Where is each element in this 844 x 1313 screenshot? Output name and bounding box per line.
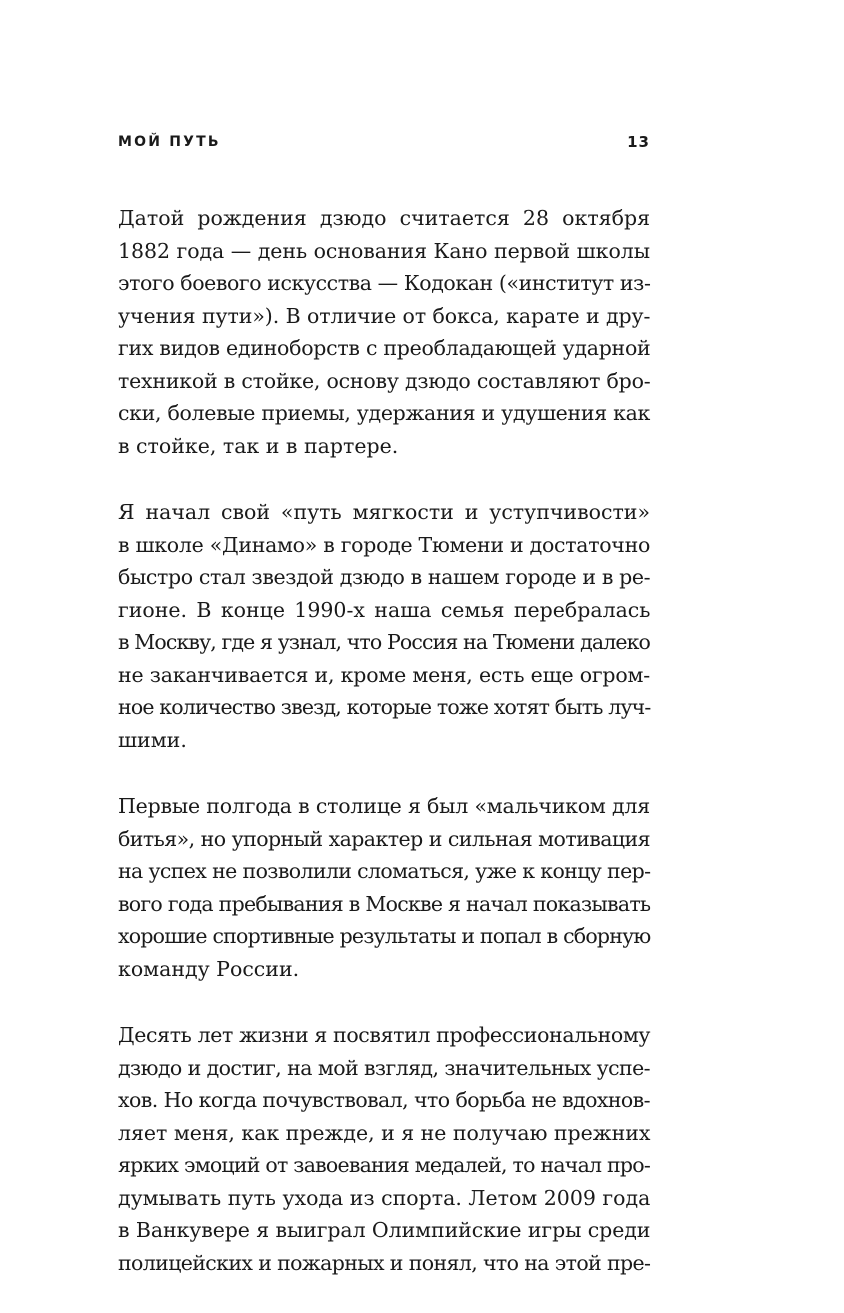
- text-line: Первые полгода в столице я был «мальчиком для: [118, 794, 650, 818]
- text-line: не заканчивается и, кроме меня, есть еще огром-: [118, 662, 650, 687]
- text-line: в Ванкувере я выиграл Олимпийские игры среди: [118, 1218, 651, 1242]
- text-line: техникой в стойке, основу дзюдо составляют бро-: [118, 368, 651, 393]
- text-line: вого года пребывания в Москве я начал показывать: [118, 891, 651, 916]
- text-line: учения пути»). В отличие от бокса, карате и дру-: [118, 303, 651, 328]
- text-line: этого боевого искусства — Кодокан («институт из-: [118, 271, 651, 295]
- text-line: думывать путь ухода из спорта. Летом 2009 года: [118, 1185, 651, 1210]
- paragraph-1: [118, 202, 650, 462]
- text-line: Датой рождения дзюдо считается 28 октября: [118, 206, 650, 230]
- text-line: хов. Но когда почувствовал, что борьба не вдохнов-: [118, 1088, 650, 1112]
- text-line: Десять лет жизни я посвятил профессиональному: [118, 1023, 651, 1047]
- text-line: в школе «Динамо» в городе Тюмени и достаточно: [118, 532, 650, 557]
- paragraph-2: [118, 496, 650, 756]
- page-number: 13: [627, 133, 650, 151]
- running-head: [118, 130, 650, 154]
- text-line: гионе. В конце 1990-х наша семья перебралась: [118, 597, 651, 622]
- text-line: шими.: [118, 727, 187, 752]
- paragraph-4: [118, 1019, 650, 1279]
- text-line: 1882 года — день основания Кано первой школы: [118, 238, 650, 263]
- text-line: ляет меня, как прежде, и я не получаю прежних: [118, 1120, 651, 1145]
- text-line: в стойке, так и в партере.: [118, 433, 399, 458]
- text-line: гих видов единоборств с преобладающей ударной: [118, 336, 651, 360]
- text-line: быстро стал звездой дзюдо в нашем городе и в ре-: [118, 565, 651, 589]
- text-line: дзюдо и достиг, на мой взгляд, значительных успе-: [118, 1055, 650, 1080]
- text-line: битья», но упорный характер и сильная мотивация: [118, 826, 650, 851]
- body-text: [118, 202, 650, 1313]
- text-line: ное количество звезд, которые тоже хотят быть луч-: [118, 695, 651, 719]
- text-line: хорошие спортивные результаты и попал в сборную: [118, 924, 651, 948]
- text-line: Я начал свой «путь мягкости и уступчивости»: [118, 500, 650, 524]
- text-line: ярких эмоций от завоевания медалей, то начал про-: [118, 1153, 650, 1177]
- text-line: полицейских и пожарных и понял, что на этой пре-: [118, 1250, 651, 1275]
- text-line: на успех не позволили сломаться, уже к концу пер-: [118, 859, 651, 883]
- running-title: МОЙ ПУТЬ: [118, 134, 221, 150]
- paragraph-3: [118, 790, 650, 985]
- text-line: в Москву, где я узнал, что Россия на Тюмени далеко: [118, 630, 650, 654]
- text-line: ски, болевые приемы, удержания и удушения как: [118, 401, 650, 425]
- text-line: команду России.: [118, 956, 300, 981]
